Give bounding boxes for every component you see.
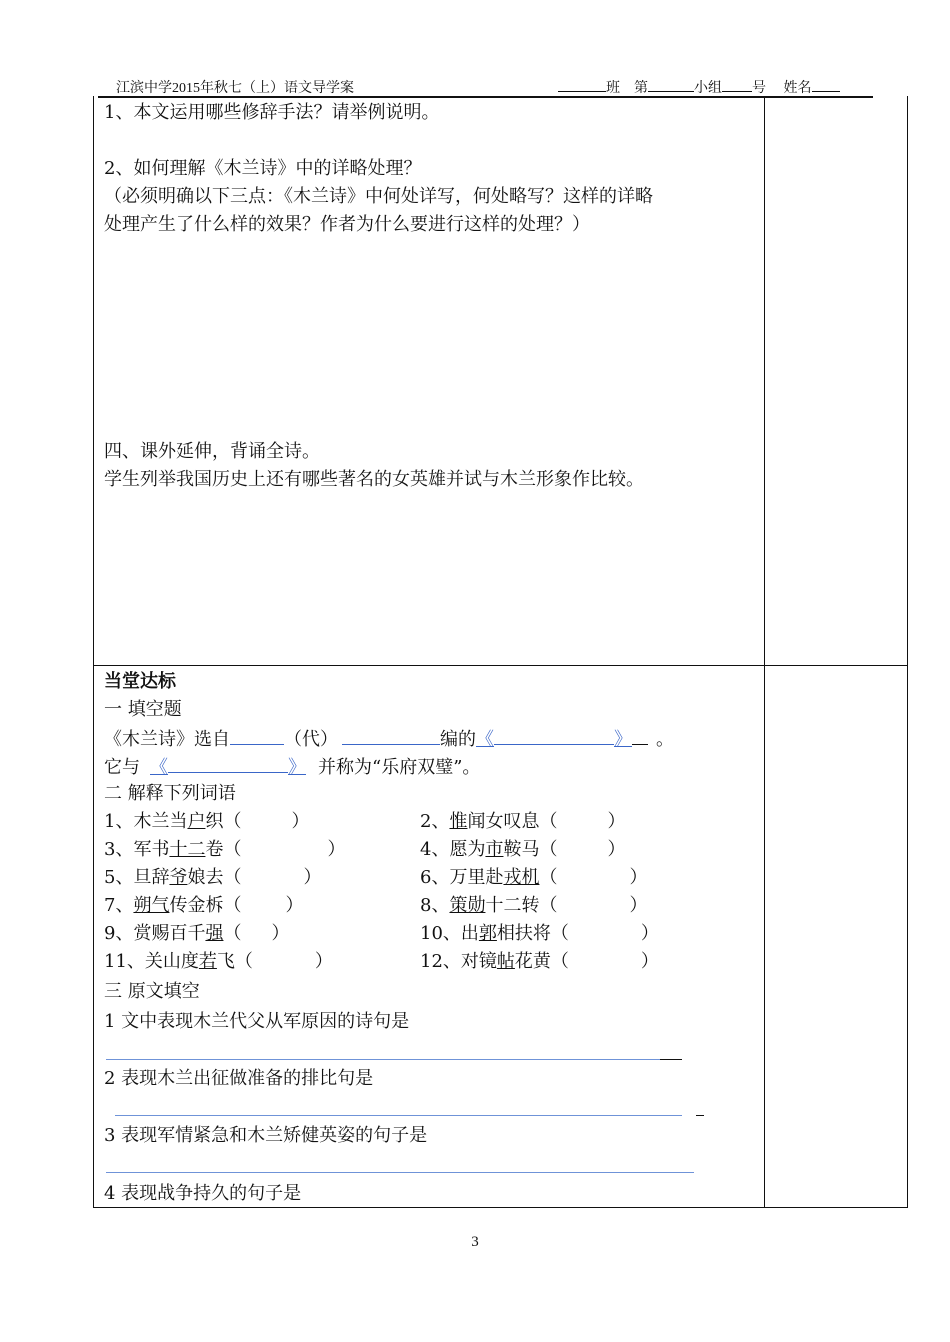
- word-item-8: 8、策勋十二转（ ）: [420, 895, 648, 916]
- answer-line-3[interactable]: [106, 1172, 694, 1173]
- word-item-10: 10、出郭相扶将（ ）: [420, 923, 659, 944]
- number-label: 号: [752, 81, 766, 96]
- fill1-tail-line: [632, 724, 648, 745]
- answer-line-2-tail: [696, 1115, 704, 1116]
- fill1-period: 。: [656, 729, 674, 750]
- exercise-heading: 当堂达标: [104, 671, 176, 692]
- question-2-note-line2: 处理产生了什么样的效果？作者为什么要进行这样的处理？）: [104, 214, 590, 235]
- word-item-4: 4、愿为市鞍马（ ）: [420, 839, 626, 860]
- word-item-5: 5、旦辞爷娘去（ ）: [104, 867, 322, 888]
- recite-question-1: 1 文中表现木兰代父从军原因的诗句是: [104, 1011, 410, 1032]
- fill2-book-open: 《: [150, 757, 168, 778]
- student-info-fields: [558, 77, 840, 97]
- part-2-title: 二 解释下列词语: [104, 783, 236, 804]
- recite-question-3: 3 表现军情紧急和木兰矫健英姿的句子是: [104, 1125, 428, 1146]
- twin-poem-blank[interactable]: [168, 752, 288, 773]
- question-2: 2、如何理解《木兰诗》中的详略处理？: [104, 158, 422, 179]
- group-label: 小组: [694, 81, 722, 96]
- question-1: 1、本文运用哪些修辞手法？请举例说明。: [104, 102, 440, 123]
- fill1-book-close: 》: [614, 729, 632, 750]
- part-1-title: 一 填空题: [104, 699, 182, 720]
- section-4-title: 四、课外延伸，背诵全诗。: [104, 441, 320, 462]
- name-label: 姓名: [783, 81, 812, 96]
- header-title: 江滨中学2015年秋七（上）语文导学案: [116, 81, 354, 96]
- table-row-divider: [93, 665, 908, 666]
- table-right-border: [907, 96, 908, 1208]
- answer-line-1-tail: [660, 1059, 682, 1060]
- section-4-task: 学生列举我国历史上还有哪些著名的女英雄并试与木兰形象作比较。: [104, 469, 644, 490]
- fill2-text-end: 并称为“乐府双璧”。: [318, 757, 481, 778]
- book-title-blank[interactable]: [494, 724, 614, 745]
- part-3-title: 三 原文填空: [104, 981, 200, 1002]
- group-blank[interactable]: [648, 77, 694, 92]
- class-label: 班: [606, 81, 620, 96]
- recite-question-2: 2 表现木兰出征做准备的排比句是: [104, 1068, 374, 1089]
- editor-blank[interactable]: [342, 724, 440, 745]
- question-2-note-line1: （必须明确以下三点：《木兰诗》中何处详写，何处略写？这样的详略: [104, 186, 653, 207]
- name-blank[interactable]: [812, 77, 840, 92]
- word-item-2: 2、惟闻女叹息（ ）: [420, 811, 626, 832]
- table-column-divider: [764, 96, 765, 1208]
- class-blank[interactable]: [558, 77, 606, 92]
- page-header: [98, 74, 873, 98]
- word-item-12: 12、对镜帖花黄（ ）: [420, 951, 659, 972]
- word-item-11: 11、关山度若飞（ ）: [104, 951, 333, 972]
- fill2-book-close: 》: [288, 757, 306, 778]
- number-blank[interactable]: [722, 77, 752, 92]
- table-left-border: [93, 96, 94, 1208]
- word-item-3: 3、军书十二卷（ ）: [104, 839, 346, 860]
- page-number: 3: [471, 1234, 479, 1250]
- fill1-text-c: 编的: [440, 729, 476, 750]
- fill2-text-a: 它与: [104, 757, 140, 778]
- word-item-7: 7、朔气传金柝（ ）: [104, 895, 304, 916]
- fill1-book-open: 《: [476, 729, 494, 750]
- worksheet-table: [93, 96, 908, 1208]
- word-item-1: 1、木兰当户织（ ）: [104, 811, 310, 832]
- fill1-text-a: 《木兰诗》选自: [104, 729, 230, 750]
- recite-question-4: 4 表现战争持久的句子是: [104, 1183, 302, 1204]
- fill-line-2: [104, 752, 480, 782]
- fill1-text-b: （代）: [284, 729, 338, 750]
- word-item-6: 6、万里赴戎机（ ）: [420, 867, 648, 888]
- di-label: 第: [634, 81, 648, 96]
- fill-line-1: [104, 724, 674, 754]
- word-item-9: 9、赏赐百千强（ ）: [104, 923, 290, 944]
- dynasty-blank[interactable]: [230, 724, 284, 745]
- answer-line-1[interactable]: [106, 1059, 662, 1060]
- answer-line-2[interactable]: [115, 1115, 682, 1116]
